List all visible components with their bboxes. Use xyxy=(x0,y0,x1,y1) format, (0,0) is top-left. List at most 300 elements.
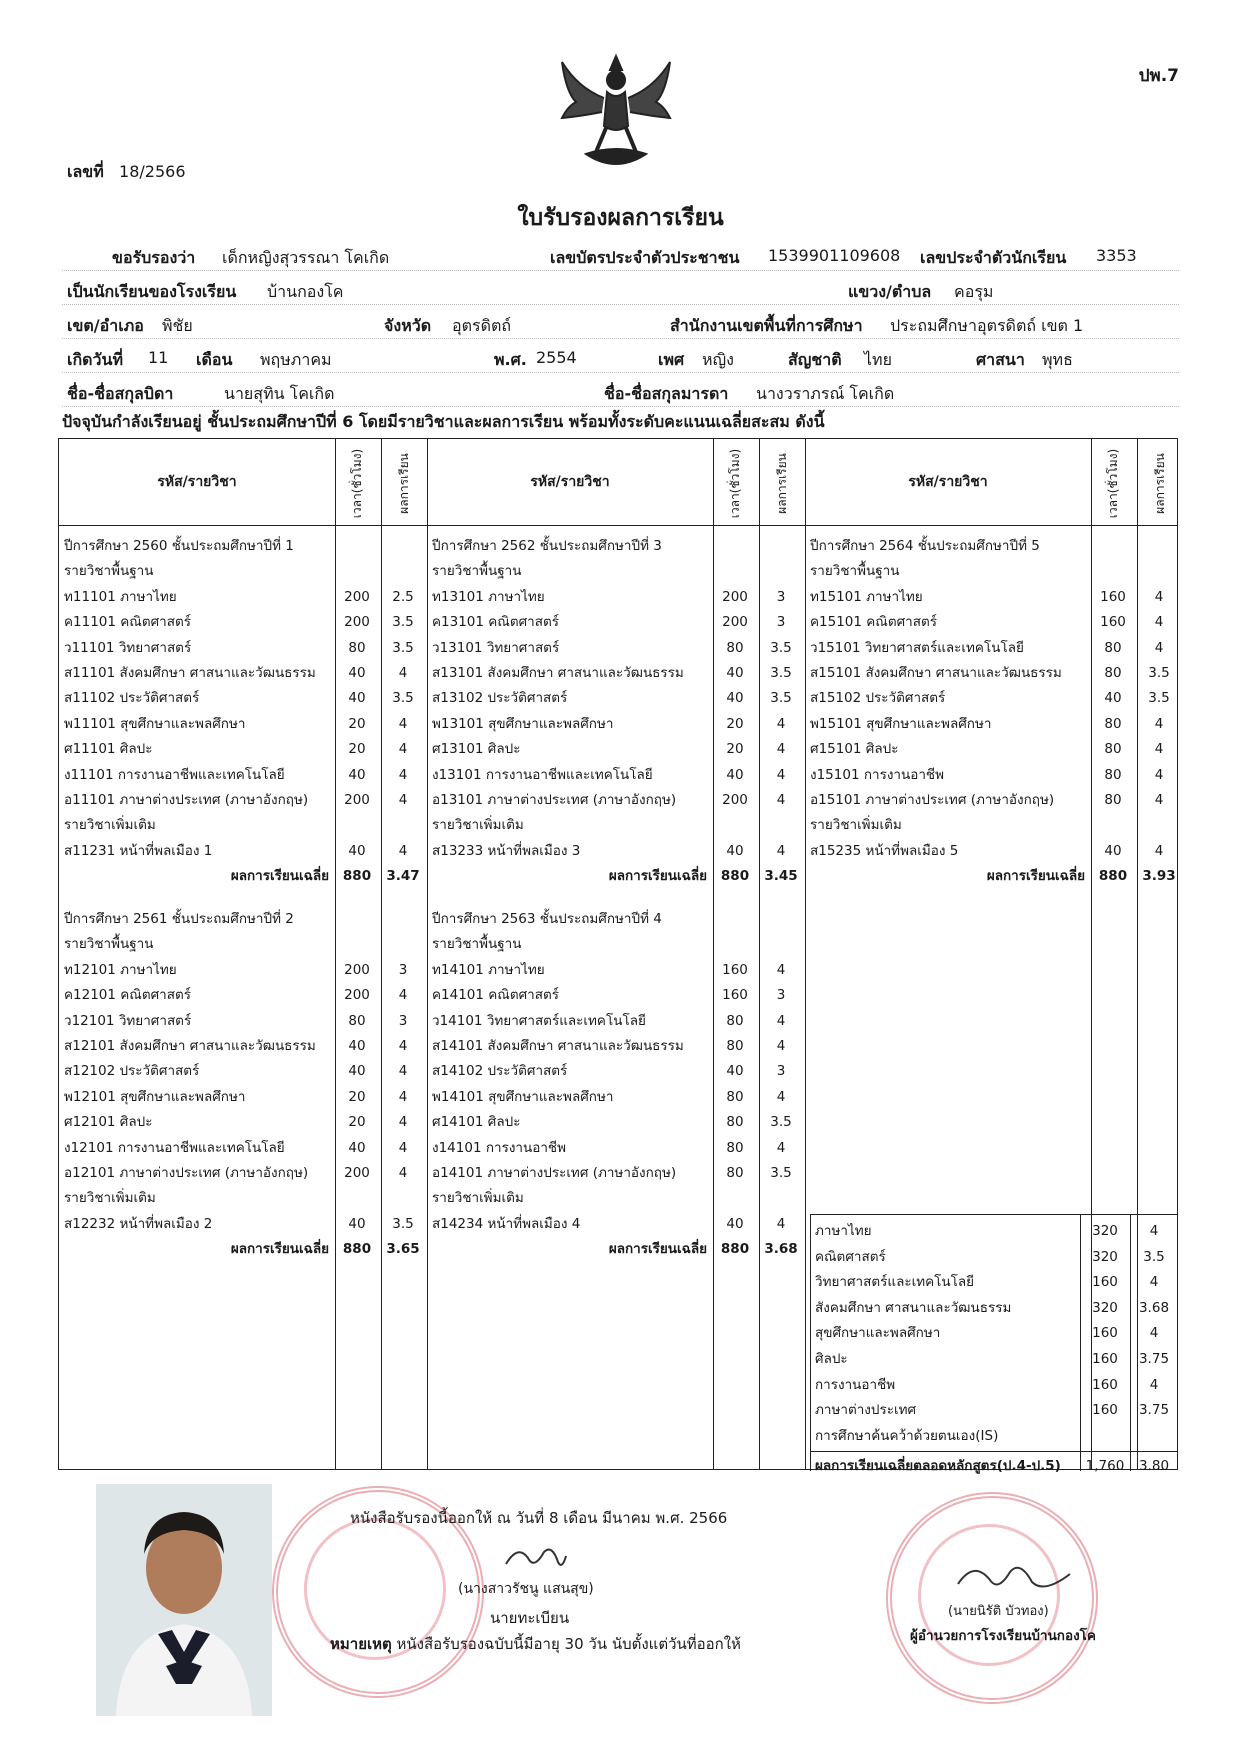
subject-text: ส15101 สังคมศึกษา ศาสนาและวัฒนธรรม xyxy=(810,665,1062,681)
subdistrict-label: แขวง/ตำบล xyxy=(848,282,932,301)
hours-value: 80 xyxy=(726,1114,744,1131)
garuda-emblem-icon xyxy=(556,48,676,176)
subject-text: รายวิชาพื้นฐาน xyxy=(810,563,900,580)
hours-value: 40 xyxy=(726,1063,744,1080)
section-heading xyxy=(427,932,713,957)
birth-year-label: พ.ศ. xyxy=(494,350,527,369)
hours-value: 40 xyxy=(348,1139,366,1156)
average-label: ผลการเรียนเฉลี่ย xyxy=(230,1241,329,1258)
table-row xyxy=(59,763,408,788)
average-hours: 880 xyxy=(720,868,750,885)
note-label: หมายเหตุ xyxy=(330,1635,392,1653)
hours-value: 40 xyxy=(348,665,366,681)
summary-subject: วิทยาศาสตร์และเทคโนโลยี xyxy=(815,1274,975,1291)
table-row xyxy=(59,712,408,737)
school-name: บ้านกองโค xyxy=(267,282,344,301)
hours-value: 80 xyxy=(726,1038,744,1054)
hours-value: 200 xyxy=(344,614,370,631)
hours-value: 80 xyxy=(1104,715,1122,732)
section-heading xyxy=(59,1186,335,1211)
grade-value: 4 xyxy=(1154,842,1164,859)
intro-text: ปัจจุบันกำลังเรียนอยู่ ชั้นประถมศึกษาปีที่ 6 โดยมีรายวิชาและผลการเรียน พร้อมทั้งระดับคะแนนเฉลี่ยสะสม ดังนี้ xyxy=(62,412,825,431)
grade-value: 3 xyxy=(776,614,786,631)
subject-text: ง11101 การงานอาชีพและเทคโนโลยี xyxy=(64,766,285,783)
grade-header: ผลการเรียน xyxy=(774,452,789,514)
table-row xyxy=(59,983,408,1008)
subject-text: ท15101 ภาษาไทย xyxy=(810,588,923,605)
summary-grade: 4 xyxy=(1149,1325,1159,1342)
grade-value: 4 xyxy=(398,1088,408,1105)
subject-text: ง12101 การงานอาชีพและเทคโนโลยี xyxy=(64,1139,285,1156)
hours-value: 200 xyxy=(344,588,370,605)
mother-label: ชื่อ-ชื่อสกุลมารดา xyxy=(604,384,729,403)
table-row xyxy=(427,1009,786,1034)
student-id-label: เลขประจำตัวนักเรียน xyxy=(920,248,1067,267)
subject-text: ปีการศึกษา 2563 ชั้นประถมศึกษาปีที่ 4 xyxy=(432,911,662,927)
father-name: นายสุทิน โคเกิด xyxy=(224,384,335,403)
grade-value: 4 xyxy=(776,1088,786,1105)
hours-value: 40 xyxy=(348,1215,366,1232)
subject-header: รหัส/รายวิชา xyxy=(530,474,610,490)
subject-text: ว13101 วิทยาศาสตร์ xyxy=(432,639,560,656)
subject-text: ส11231 หน้าที่พลเมือง 1 xyxy=(64,842,213,859)
table-row xyxy=(427,712,786,737)
subject-text: พ12101 สุขศึกษาและพลศึกษา xyxy=(64,1088,246,1105)
subject-text: รายวิชาเพิ่มเติม xyxy=(432,817,524,834)
nationality-label: สัญชาติ xyxy=(788,350,842,369)
section-heading xyxy=(427,559,713,584)
section-heading xyxy=(59,813,335,838)
average-row xyxy=(805,864,1176,889)
average-grade: 3.93 xyxy=(1142,868,1176,885)
grade-value: 3.5 xyxy=(392,1215,414,1232)
subject-text: ส11101 สังคมศึกษา ศาสนาและวัฒนธรรม xyxy=(64,665,316,681)
subject-text: พ13101 สุขศึกษาและพลศึกษา xyxy=(432,715,614,732)
hours-value: 80 xyxy=(348,1012,366,1029)
document-number xyxy=(67,160,186,185)
hours-value: 40 xyxy=(348,690,366,707)
summary-hours: 320 xyxy=(1092,1299,1118,1316)
summary-row xyxy=(810,1219,1178,1244)
subject-text: ง13101 การงานอาชีพและเทคโนโลยี xyxy=(432,766,653,783)
student-id: 3353 xyxy=(1096,246,1137,265)
id-card-number: 1539901109608 xyxy=(768,246,901,265)
form-code: ปพ.7 xyxy=(1138,66,1179,86)
subject-text: ว15101 วิทยาศาสตร์และเทคโนโลยี xyxy=(810,639,1024,656)
hours-value: 40 xyxy=(726,690,744,707)
father-label: ชื่อ-ชื่อสกุลบิดา xyxy=(67,384,174,403)
subject-text: ศ13101 ศิลปะ xyxy=(432,741,521,758)
subject-text: รายวิชาเพิ่มเติม xyxy=(432,1190,524,1207)
summary-row xyxy=(810,1424,1178,1449)
summary-grade: 3.75 xyxy=(1138,1402,1170,1419)
summary-row xyxy=(810,1296,1178,1321)
summary-hours: 320 xyxy=(1092,1248,1118,1265)
average-grade: 3.47 xyxy=(386,868,420,885)
table-row xyxy=(427,661,792,686)
hours-value: 40 xyxy=(348,1063,366,1080)
birth-year: 2554 xyxy=(536,348,577,367)
table-row xyxy=(59,1110,408,1135)
grade-value: 4 xyxy=(398,1038,408,1054)
summary-row xyxy=(810,1321,1178,1346)
table-row xyxy=(805,788,1164,813)
certify-label: ขอรับรองว่า xyxy=(112,248,196,267)
province: อุตรดิตถ์ xyxy=(452,316,512,335)
hours-value: 200 xyxy=(722,792,748,808)
grade-value: 2.5 xyxy=(392,588,414,605)
subject-text: รายวิชาพื้นฐาน xyxy=(64,563,154,580)
grade-value: 3.5 xyxy=(770,690,792,707)
grade-value: 4 xyxy=(1154,715,1164,732)
table-row xyxy=(427,1110,792,1135)
district: พิชัย xyxy=(162,316,193,335)
grade-value: 3 xyxy=(776,588,786,605)
grade-value: 3.5 xyxy=(392,639,414,656)
summary-hours: 160 xyxy=(1092,1325,1118,1342)
section-heading xyxy=(427,1186,713,1211)
summary-subject: สังคมศึกษา ศาสนาและวัฒนธรรม xyxy=(815,1299,1012,1316)
grade-value: 4 xyxy=(398,665,408,681)
hours-value: 40 xyxy=(348,842,366,859)
grade-value: 4 xyxy=(398,792,408,808)
info-line-school xyxy=(62,278,1179,305)
subject-text: ศ12101 ศิลปะ xyxy=(64,1114,153,1131)
religion: พุทธ xyxy=(1042,350,1073,369)
subject-text: ส15235 หน้าที่พลเมือง 5 xyxy=(810,842,959,859)
note-text: หนังสือรับรองฉบับนี้มีอายุ 30 วัน นับตั้งแต่วันที่ออกให้ xyxy=(396,1635,741,1653)
hours-value: 40 xyxy=(726,665,744,681)
education-office: ประถมศึกษาอุตรดิตถ์ เขต 1 xyxy=(890,316,1084,335)
grade-value: 4 xyxy=(776,961,786,978)
table-row xyxy=(427,1136,786,1161)
hours-value: 40 xyxy=(726,1215,744,1232)
hours-value: 80 xyxy=(726,1139,744,1156)
hours-value: 80 xyxy=(726,639,744,656)
summary-subject: คณิตศาสตร์ xyxy=(815,1248,886,1265)
hours-value: 80 xyxy=(1104,766,1122,783)
document-number-label: เลขที่ xyxy=(67,162,104,181)
average-hours: 880 xyxy=(342,1241,372,1258)
birth-day: 11 xyxy=(148,348,169,367)
subject-text: รายวิชาพื้นฐาน xyxy=(64,936,154,953)
grade-value: 3.5 xyxy=(770,639,792,656)
summary-row xyxy=(810,1373,1178,1398)
average-row xyxy=(427,864,798,889)
table-row xyxy=(427,1212,786,1237)
table-row xyxy=(59,585,414,610)
hours-value: 40 xyxy=(726,842,744,859)
average-grade: 3.68 xyxy=(764,1241,798,1258)
summary-subject: ศิลปะ xyxy=(815,1351,848,1367)
subject-text: ง15101 การงานอาชีพ xyxy=(810,766,944,783)
table-row xyxy=(59,788,408,813)
table-row xyxy=(59,1136,408,1161)
grade-value: 4 xyxy=(398,1139,408,1156)
grade-value: 4 xyxy=(1154,614,1164,631)
table-row xyxy=(427,1059,786,1084)
grade-value: 3 xyxy=(398,961,408,978)
subject-text: ท13101 ภาษาไทย xyxy=(432,588,545,605)
summary-hours: 160 xyxy=(1092,1376,1118,1393)
grade-value: 4 xyxy=(398,842,408,859)
summary-box xyxy=(810,1214,1178,1475)
summary-hours: 160 xyxy=(1092,1351,1118,1367)
average-row xyxy=(427,1237,798,1262)
subject-text: ปีการศึกษา 2562 ชั้นประถมศึกษาปีที่ 3 xyxy=(432,538,662,554)
average-hours: 880 xyxy=(342,868,372,885)
summary-total-grade: 3.80 xyxy=(1138,1458,1170,1475)
info-line-name xyxy=(62,244,1179,271)
table-row xyxy=(59,661,408,686)
subject-text: ค13101 คณิตศาสตร์ xyxy=(432,614,559,631)
subject-text: พ15101 สุขศึกษาและพลศึกษา xyxy=(810,715,992,732)
religion-label: ศาสนา xyxy=(976,350,1025,369)
school-label: เป็นนักเรียนของโรงเรียน xyxy=(67,282,237,301)
birth-month: พฤษภาคม xyxy=(260,350,332,369)
table-row xyxy=(59,1034,408,1059)
table-row xyxy=(59,1212,414,1237)
hours-value: 20 xyxy=(348,1088,366,1105)
grade-header: ผลการเรียน xyxy=(1152,452,1167,514)
table-row xyxy=(805,661,1170,686)
summary-row xyxy=(810,1245,1178,1270)
subject-text: รายวิชาเพิ่มเติม xyxy=(64,1190,156,1207)
registrar-signature-icon xyxy=(500,1540,570,1580)
table-row xyxy=(805,712,1164,737)
section-heading xyxy=(59,559,335,584)
hours-value: 200 xyxy=(344,987,370,1004)
subject-text: อ12101 ภาษาต่างประเทศ (ภาษาอังกฤษ) xyxy=(64,1165,309,1181)
hours-value: 160 xyxy=(1100,588,1126,605)
grade-value: 4 xyxy=(1154,588,1164,605)
subject-text: ค14101 คณิตศาสตร์ xyxy=(432,987,559,1004)
summary-grade: 4 xyxy=(1149,1223,1159,1239)
subdistrict: คอรุม xyxy=(954,282,994,301)
district-label: เขต/อำเภอ xyxy=(67,316,144,335)
subject-text: ว12101 วิทยาศาสตร์ xyxy=(64,1012,192,1029)
average-label: ผลการเรียนเฉลี่ย xyxy=(608,868,707,885)
subject-text: ส14101 สังคมศึกษา ศาสนาและวัฒนธรรม xyxy=(432,1038,684,1054)
average-grade: 3.65 xyxy=(386,1241,420,1258)
grade-value: 4 xyxy=(1154,741,1164,758)
validity-note xyxy=(330,1632,741,1656)
grade-value: 4 xyxy=(1154,766,1164,783)
hours-value: 160 xyxy=(722,961,748,978)
subject-header: รหัส/รายวิชา xyxy=(157,474,237,490)
subject-text: รายวิชาเพิ่มเติม xyxy=(810,817,902,834)
grade-value: 4 xyxy=(776,766,786,783)
hours-value: 80 xyxy=(726,1012,744,1029)
summary-grade: 3.68 xyxy=(1138,1299,1170,1316)
table-row xyxy=(427,1161,792,1186)
nationality: ไทย xyxy=(864,350,892,369)
table-row xyxy=(805,585,1164,610)
hours-value: 80 xyxy=(1104,665,1122,681)
table-row xyxy=(427,686,792,711)
subject-text: ส12102 ประวัติศาสตร์ xyxy=(64,1063,200,1080)
table-row xyxy=(59,1009,408,1034)
summary-grade: 4 xyxy=(1149,1376,1159,1393)
birth-day-label: เกิดวันที่ xyxy=(67,350,124,369)
table-row xyxy=(59,839,408,864)
sex-label: เพศ xyxy=(658,350,685,369)
table-row xyxy=(805,763,1164,788)
grade-value: 3.5 xyxy=(392,614,414,631)
table-row xyxy=(427,636,792,661)
average-row xyxy=(59,1237,420,1262)
hours-value: 200 xyxy=(344,792,370,808)
subject-text: ส14102 ประวัติศาสตร์ xyxy=(432,1063,568,1080)
summary-row xyxy=(810,1270,1178,1295)
grade-value: 4 xyxy=(398,1063,408,1080)
summary-total-divider xyxy=(810,1451,1178,1452)
subject-text: ว11101 วิทยาศาสตร์ xyxy=(64,639,192,656)
year-heading xyxy=(59,907,335,932)
summary-subject: การศึกษาค้นคว้าด้วยตนเอง(IS) xyxy=(815,1427,999,1444)
subject-text: ท11101 ภาษาไทย xyxy=(64,588,177,605)
table-row xyxy=(59,636,414,661)
student-photo xyxy=(96,1484,272,1716)
hours-value: 20 xyxy=(726,715,744,732)
hours-value: 200 xyxy=(344,961,370,978)
table-row xyxy=(427,983,786,1008)
grade-value: 4 xyxy=(776,741,786,758)
summary-grade: 3.75 xyxy=(1138,1351,1170,1367)
subject-text: ส13233 หน้าที่พลเมือง 3 xyxy=(432,842,581,859)
subject-header: รหัส/รายวิชา xyxy=(908,474,988,490)
subject-text: ศ11101 ศิลปะ xyxy=(64,741,153,758)
subject-text: ค15101 คณิตศาสตร์ xyxy=(810,614,937,631)
summary-subject: ภาษาต่างประเทศ xyxy=(815,1402,917,1419)
summary-total-label: ผลการเรียนเฉลี่ยตลอดหลักสูตร(ป.4-ป.5) xyxy=(815,1458,1061,1475)
grade-value: 4 xyxy=(398,987,408,1004)
subject-text: ศ15101 ศิลปะ xyxy=(810,741,899,758)
summary-row xyxy=(810,1398,1178,1423)
section-heading xyxy=(805,559,1091,584)
grade-value: 4 xyxy=(398,715,408,732)
subject-text: อ13101 ภาษาต่างประเทศ (ภาษาอังกฤษ) xyxy=(432,792,677,808)
grade-value: 4 xyxy=(776,842,786,859)
office-label: สำนักงานเขตพื้นที่การศึกษา xyxy=(670,316,863,335)
average-label: ผลการเรียนเฉลี่ย xyxy=(608,1241,707,1258)
summary-grade: 4 xyxy=(1149,1274,1159,1291)
grade-header: ผลการเรียน xyxy=(396,452,411,514)
subject-text: ค11101 คณิตศาสตร์ xyxy=(64,614,191,631)
table-row xyxy=(59,958,408,983)
hours-value: 200 xyxy=(722,614,748,631)
subject-text: ส13101 สังคมศึกษา ศาสนาและวัฒนธรรม xyxy=(432,665,684,681)
subject-text: รายวิชาพื้นฐาน xyxy=(432,936,522,953)
hours-value: 80 xyxy=(1104,741,1122,758)
director-position: ผู้อำนวยการโรงเรียนบ้านกองโค xyxy=(910,1628,1096,1644)
grade-value: 3.5 xyxy=(1148,690,1170,707)
grade-value: 3.5 xyxy=(1148,665,1170,681)
id-card-label: เลขบัตรประจำตัวประชาชน xyxy=(550,248,740,267)
hours-header: เวลา(ชั่วโมง) xyxy=(728,448,743,518)
hours-value: 40 xyxy=(726,766,744,783)
grade-value: 4 xyxy=(776,715,786,732)
grade-value: 4 xyxy=(398,741,408,758)
director-name: (นายนิรัติ บัวทอง) xyxy=(948,1604,1049,1619)
hours-value: 20 xyxy=(348,741,366,758)
table-row xyxy=(427,763,786,788)
year-heading xyxy=(427,534,713,559)
province-label: จังหวัด xyxy=(384,316,432,335)
hours-header: เวลา(ชั่วโมง) xyxy=(1106,448,1121,518)
grade-value: 3 xyxy=(776,987,786,1004)
subject-text: ท14101 ภาษาไทย xyxy=(432,961,545,978)
section-heading xyxy=(59,932,335,957)
grade-value: 4 xyxy=(1154,639,1164,656)
hours-value: 160 xyxy=(722,987,748,1004)
document-number-value: 18/2566 xyxy=(119,162,186,181)
director-signature-icon xyxy=(954,1554,1074,1602)
grade-value: 3.5 xyxy=(770,665,792,681)
subject-text: ส12101 สังคมศึกษา ศาสนาและวัฒนธรรม xyxy=(64,1038,316,1054)
subject-text: ค12101 คณิตศาสตร์ xyxy=(64,987,191,1004)
hours-header: เวลา(ชั่วโมง) xyxy=(350,448,365,518)
grade-value: 4 xyxy=(398,766,408,783)
table-row xyxy=(805,686,1170,711)
issue-date-text: หนังสือรับรองนี้ออกให้ ณ วันที่ 8 เดือน มีนาคม พ.ศ. 2566 xyxy=(350,1509,728,1527)
table-row xyxy=(805,636,1164,661)
table-row xyxy=(427,958,786,983)
summary-hours: 160 xyxy=(1092,1274,1118,1291)
subject-text: พ11101 สุขศึกษาและพลศึกษา xyxy=(64,715,246,732)
section-heading xyxy=(427,813,713,838)
summary-hours: 160 xyxy=(1092,1402,1118,1419)
info-line-parents xyxy=(62,380,1179,407)
grade-value: 3 xyxy=(398,1012,408,1029)
hours-value: 40 xyxy=(348,766,366,783)
subject-text: ส13102 ประวัติศาสตร์ xyxy=(432,690,568,707)
year-heading xyxy=(805,534,1091,559)
info-line-district xyxy=(62,312,1179,339)
hours-value: 80 xyxy=(726,1088,744,1105)
grade-value: 4 xyxy=(398,1114,408,1131)
registrar-name: (นางสาวรัชนู แสนสุข) xyxy=(458,1581,594,1597)
hours-value: 200 xyxy=(722,588,748,605)
subject-text: ปีการศึกษา 2564 ชั้นประถมศึกษาปีที่ 5 xyxy=(810,538,1040,554)
hours-value: 200 xyxy=(344,1165,370,1181)
subject-text: อ14101 ภาษาต่างประเทศ (ภาษาอังกฤษ) xyxy=(432,1165,677,1181)
subject-text: รายวิชาเพิ่มเติม xyxy=(64,817,156,834)
subject-text: ว14101 วิทยาศาสตร์และเทคโนโลยี xyxy=(432,1012,646,1029)
grade-value: 4 xyxy=(776,1038,786,1054)
hours-value: 80 xyxy=(1104,639,1122,656)
hours-value: 40 xyxy=(348,1038,366,1054)
average-hours: 880 xyxy=(1098,868,1128,885)
summary-hours: 320 xyxy=(1092,1223,1118,1239)
hours-value: 160 xyxy=(1100,614,1126,631)
hours-value: 40 xyxy=(1104,690,1122,707)
grade-value: 4 xyxy=(776,1139,786,1156)
student-name: เด็กหญิงสุวรรณา โคเกิด xyxy=(222,248,390,267)
year-heading xyxy=(427,907,713,932)
hours-value: 40 xyxy=(1104,842,1122,859)
hours-value: 20 xyxy=(348,1114,366,1131)
table-row xyxy=(59,686,414,711)
average-label: ผลการเรียนเฉลี่ย xyxy=(986,868,1085,885)
section-heading xyxy=(805,813,1091,838)
subject-text: ศ14101 ศิลปะ xyxy=(432,1114,521,1131)
table-row xyxy=(427,839,786,864)
subject-text: พ14101 สุขศึกษาและพลศึกษา xyxy=(432,1088,614,1105)
info-line-birth xyxy=(62,346,1179,373)
table-row xyxy=(427,737,786,762)
table-row xyxy=(427,788,786,813)
